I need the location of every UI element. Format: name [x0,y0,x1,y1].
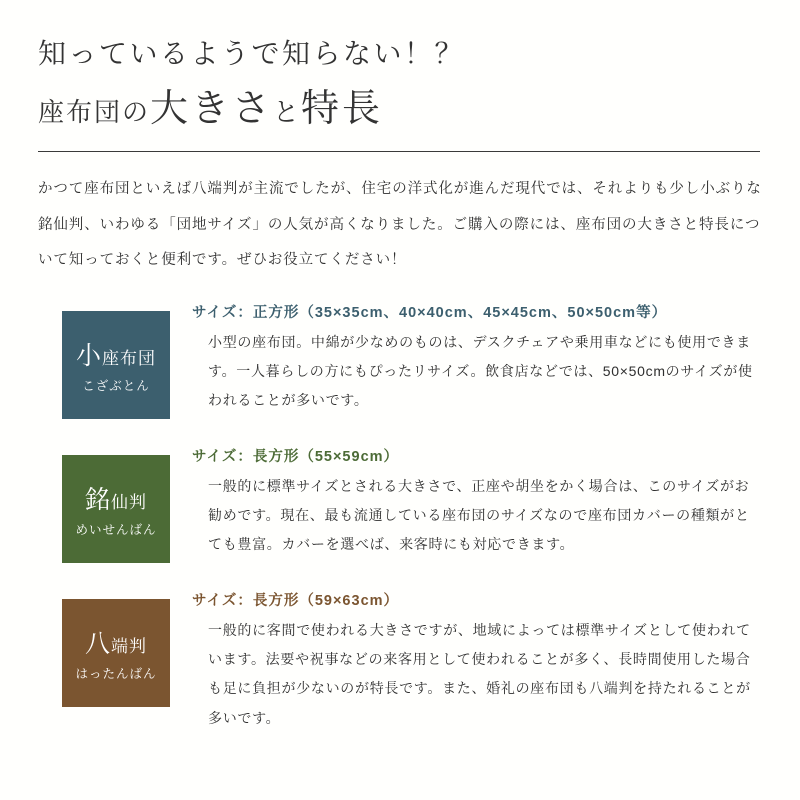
heading-line-2 [38,82,760,137]
swatch-subtitle-kozabuton: こざぶとん [82,378,150,393]
heading-line-1: 知っているようで知らない！？ [38,39,466,70]
heading-emphasis-size: 大きさ [150,88,274,130]
size-description-hattanban: 一般的に客間で使われる大きさですが、地域によっては標準サイズとして使われています。法要や祝事などの来客用として使われることが多く、長時間使用した場合も足に負担が少ないのが特長です。また、婚礼の座布団も八端判を持たれることが多いです。 [208,621,751,726]
size-text-hattanban [170,589,760,734]
swatch-title-large: 八 [84,630,111,658]
swatch-subtitle-hattanban: はったんばん [75,666,157,681]
size-text-meisenban [170,445,760,560]
swatch-title-small: 仙判 [111,492,147,512]
swatch-hattanban [62,599,170,707]
swatch-title-small: 座布団 [102,348,156,368]
intro-paragraph: かつて座布団といえば八端判が主流でしたが、住宅の洋式化が進んだ現代では、それよりも少し小ぶりな銘仙判、いわゆる「団地サイズ」の人気が高くなりました。ご購入の際には、座布団の大きさと特長について知っておくと便利です。ぜひお役立てください！ [38,181,762,269]
size-text-kozabuton [170,301,760,416]
swatch-title-hattanban [85,624,147,660]
swatch-title-large: 銘 [84,486,111,514]
swatch-title-small: 端判 [111,636,147,656]
heading-emphasis-feature: 特長 [301,88,384,130]
size-label-meisenban: サイズ：長方形（55×59cm） [192,448,400,465]
swatch-title-large: 小 [75,342,102,370]
heading-prefix: 座布団の [38,98,151,127]
swatch-title-kozabuton [76,336,156,372]
size-description-kozabuton: 小型の座布団。中綿が少なめのものは、デスクチェアや乗用車などにも使用できます。一人暮らしの方にもぴったリサイズ。飲食店などでは、50×50cmのサイズが使われることが多いです。 [208,333,753,409]
size-label-kozabuton: サイズ：正方形（35×35cm、40×40cm、45×45cm、50×50cm等） [192,304,668,321]
swatch-subtitle-meisenban: めいせんばん [75,522,157,537]
heading-conjunction: と [273,98,302,127]
heading-divider [38,151,760,152]
size-label-hattanban: サイズ：長方形（59×63cm） [192,592,400,609]
swatch-meisenban [62,455,170,563]
size-description-meisenban: 一般的に標準サイズとされる大きさで、正座や胡坐をかく場合は、このサイズがお勧めです。現在、最も流通している座布団のサイズなので座布団カバーの種類がとても豊富。カバーを選べば、来客時にも対応できます。 [208,477,750,553]
size-block-hattanban [38,589,760,734]
size-block-meisenban [38,445,760,563]
size-block-kozabuton [38,301,760,419]
swatch-kozabuton [62,311,170,419]
page-heading [38,34,760,137]
swatch-title-meisenban [85,480,147,516]
